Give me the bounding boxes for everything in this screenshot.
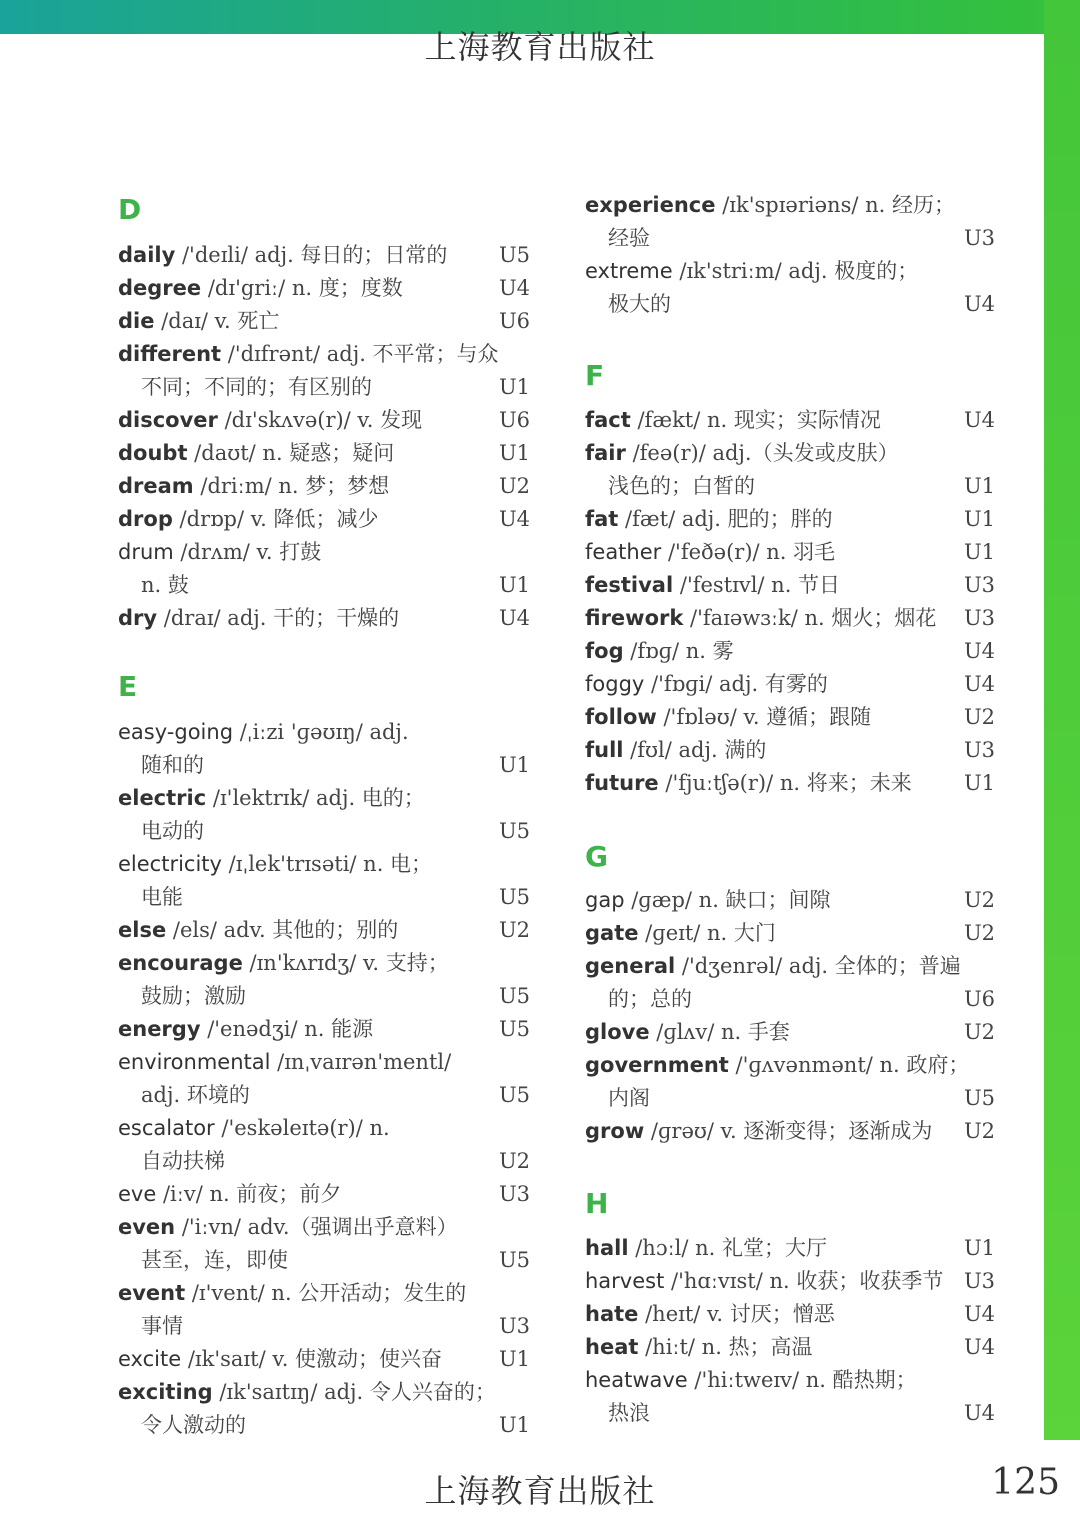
glossary-entry — [118, 339, 530, 369]
unit-reference: U4 — [963, 292, 995, 316]
glossary-entry — [118, 1344, 530, 1374]
headword: grow — [585, 1119, 645, 1143]
entry-definition: /els/ adv. 其他的；别的 — [172, 918, 399, 942]
entry-continuation — [118, 981, 530, 1011]
unit-reference: U2 — [498, 1149, 530, 1173]
headword: follow — [585, 705, 657, 729]
headword: gate — [585, 921, 639, 945]
entry-definition: /'iːvn/ adv.（强调出乎意料） — [181, 1215, 458, 1239]
entry-continuation — [118, 1146, 530, 1176]
headword: excite — [118, 1347, 182, 1371]
entry-definition: 事情 — [141, 1314, 183, 1338]
entry-definition: /ɪn'kʌrɪdʒ/ v. 支持； — [249, 951, 449, 975]
glossary-entry — [118, 273, 530, 303]
entry-definition: /'fjuːtʃə(r)/ n. 将来；未来 — [665, 771, 912, 795]
glossary-entry — [118, 783, 530, 813]
unit-reference: U2 — [963, 921, 995, 945]
entry-definition: 经验 — [608, 226, 650, 250]
unit-reference: U1 — [498, 573, 530, 597]
entry-continuation — [118, 570, 530, 600]
headword: harvest — [585, 1269, 665, 1293]
entry-continuation — [585, 984, 995, 1014]
unit-reference: U4 — [498, 507, 530, 531]
unit-reference: U5 — [498, 1083, 530, 1107]
unit-reference: U3 — [498, 1182, 530, 1206]
entry-definition: /ɪk'striːm/ adj. 极度的； — [679, 259, 919, 283]
entry-definition: /fækt/ n. 现实；实际情况 — [637, 408, 881, 432]
entry-definition: n. 鼓 — [141, 573, 189, 597]
glossary-entry — [118, 1212, 530, 1242]
entry-definition: /feə(r)/ adj.（头发或皮肤） — [632, 441, 899, 465]
headword: heatwave — [585, 1368, 688, 1392]
section-letter: H — [585, 1187, 609, 1220]
entry-definition: /ɡeɪt/ n. 大门 — [645, 921, 776, 945]
entry-definition: /dɪ'skʌvə(r)/ v. 发现 — [224, 408, 423, 432]
entry-continuation — [118, 1080, 530, 1110]
headword: electric — [118, 786, 207, 810]
entry-definition: 令人激动的 — [141, 1413, 246, 1437]
headword: foggy — [585, 672, 645, 696]
headword: extreme — [585, 259, 673, 283]
entry-definition: 鼓励；激励 — [141, 984, 246, 1008]
section-letter: D — [118, 193, 142, 226]
headword: encourage — [118, 951, 243, 975]
entry-definition: /daɪ/ v. 死亡 — [161, 309, 280, 333]
entry-definition: /'dʒenrəl/ adj. 全体的；普遍 — [681, 954, 961, 978]
glossary-entry — [585, 1116, 995, 1146]
entry-continuation — [585, 1083, 995, 1113]
headword: hall — [585, 1236, 629, 1260]
entry-definition: /ɪˌlek'trɪsəti/ n. 电； — [228, 852, 433, 876]
glossary-entry — [585, 636, 995, 666]
glossary-entry — [118, 504, 530, 534]
headword: dry — [118, 606, 158, 630]
unit-reference: U5 — [498, 1248, 530, 1272]
entry-definition: /hiːt/ n. 热；高温 — [645, 1335, 813, 1359]
headword: full — [585, 738, 624, 762]
unit-reference: U1 — [498, 753, 530, 777]
entry-definition: /ɪk'saɪtɪŋ/ adj. 令人兴奋的； — [219, 1380, 496, 1404]
glossary-entry — [585, 918, 995, 948]
glossary-entry — [585, 1365, 995, 1395]
unit-reference: U3 — [963, 738, 995, 762]
headword: gap — [585, 888, 625, 912]
entry-definition: /'dɪfrənt/ adj. 不平常；与众 — [227, 342, 499, 366]
entry-definition: /fʊl/ adj. 满的 — [630, 738, 767, 762]
headword: event — [118, 1281, 186, 1305]
headword: else — [118, 918, 167, 942]
unit-reference: U5 — [498, 243, 530, 267]
glossary-entry — [585, 951, 995, 981]
entry-definition: 甚至，连，即使 — [141, 1248, 288, 1272]
footer-publisher: 上海教育出版社 — [424, 1472, 656, 1510]
glossary-entry — [118, 471, 530, 501]
glossary-entry — [585, 256, 995, 286]
glossary-entry — [585, 669, 995, 699]
headword: fog — [585, 639, 624, 663]
entry-continuation — [118, 372, 530, 402]
glossary-entry — [118, 1014, 530, 1044]
headword: feather — [585, 540, 662, 564]
glossary-entry — [585, 603, 995, 633]
glossary-entry — [585, 885, 995, 915]
unit-reference: U5 — [498, 819, 530, 843]
unit-reference: U3 — [963, 1269, 995, 1293]
headword: firework — [585, 606, 684, 630]
entry-definition: /'feðə(r)/ n. 羽毛 — [667, 540, 836, 564]
headword: dream — [118, 474, 194, 498]
header-publisher: 上海教育出版社 — [424, 28, 656, 66]
unit-reference: U4 — [498, 276, 530, 300]
glossary-entry — [585, 438, 995, 468]
entry-definition: /'hiːtweɪv/ n. 酷热期； — [694, 1368, 917, 1392]
unit-reference: U2 — [963, 1119, 995, 1143]
entry-definition: /fæt/ adj. 肥的；胖的 — [625, 507, 833, 531]
glossary-entry — [118, 603, 530, 633]
unit-reference: U2 — [963, 705, 995, 729]
unit-reference: U2 — [498, 918, 530, 942]
glossary-entry — [118, 1113, 530, 1143]
entry-definition: /'deɪli/ adj. 每日的；日常的 — [181, 243, 448, 267]
headword: different — [118, 342, 222, 366]
glossary-entry — [118, 1377, 530, 1407]
glossary-entry — [118, 438, 530, 468]
glossary-entry — [585, 1332, 995, 1362]
unit-reference: U5 — [498, 885, 530, 909]
entry-definition: 浅色的；白皙的 — [608, 474, 755, 498]
headword: energy — [118, 1017, 201, 1041]
glossary-entry — [118, 1179, 530, 1209]
entry-definition: /ɪk'saɪt/ v. 使激动；使兴奋 — [187, 1347, 443, 1371]
entry-continuation — [118, 816, 530, 846]
headword: drop — [118, 507, 173, 531]
entry-definition: /drʌm/ v. 打鼓 — [180, 540, 322, 564]
unit-reference: U5 — [498, 1017, 530, 1041]
entry-definition: /ɪnˌvaɪrən'mentl/ — [277, 1050, 452, 1074]
entry-continuation — [585, 223, 995, 253]
glossary-entry — [585, 768, 995, 798]
entry-definition: 电能 — [141, 885, 183, 909]
unit-reference: U3 — [498, 1314, 530, 1338]
headword: experience — [585, 193, 716, 217]
entry-definition: 的；总的 — [608, 987, 692, 1011]
unit-reference: U1 — [963, 1236, 995, 1260]
entry-definition: /drɒp/ v. 降低；减少 — [179, 507, 379, 531]
unit-reference: U2 — [963, 888, 995, 912]
unit-reference: U4 — [498, 606, 530, 630]
entry-definition: /ɡlʌv/ n. 手套 — [656, 1020, 790, 1044]
entry-definition: /'fɒɡi/ adj. 有雾的 — [651, 672, 828, 696]
headword: hate — [585, 1302, 639, 1326]
entry-continuation — [118, 882, 530, 912]
entry-definition: 电动的 — [141, 819, 204, 843]
unit-reference: U2 — [963, 1020, 995, 1044]
headword: daily — [118, 243, 176, 267]
headword: even — [118, 1215, 176, 1239]
unit-reference: U1 — [498, 441, 530, 465]
unit-reference: U3 — [963, 573, 995, 597]
headword: discover — [118, 408, 218, 432]
entry-definition: /'eskəleɪtə(r)/ n. — [221, 1116, 390, 1140]
entry-definition: 热浪 — [608, 1401, 650, 1425]
unit-reference: U4 — [963, 408, 995, 432]
glossary-entry — [585, 1266, 995, 1296]
unit-reference: U5 — [963, 1086, 995, 1110]
entry-definition: 极大的 — [608, 292, 671, 316]
glossary-entry — [118, 537, 530, 567]
section-letter: F — [585, 359, 605, 392]
glossary-entry — [118, 948, 530, 978]
entry-definition: 自动扶梯 — [141, 1149, 225, 1173]
unit-reference: U5 — [498, 984, 530, 1008]
headword: fact — [585, 408, 631, 432]
glossary-entry — [585, 1017, 995, 1047]
entry-definition: 随和的 — [141, 753, 204, 777]
entry-definition: /ˌiːzi 'ɡəʊɪŋ/ adj. — [239, 720, 409, 744]
entry-definition: 不同；不同的；有区别的 — [141, 375, 372, 399]
headword: future — [585, 771, 659, 795]
entry-continuation — [118, 1245, 530, 1275]
page-number: 125 — [991, 1462, 1060, 1503]
unit-reference: U6 — [498, 408, 530, 432]
entry-definition: /driːm/ n. 梦；梦想 — [200, 474, 390, 498]
entry-definition: /ɡæp/ n. 缺口；间隙 — [631, 888, 831, 912]
headword: exciting — [118, 1380, 213, 1404]
entry-definition: /'fɒləʊ/ v. 遵循；跟随 — [663, 705, 872, 729]
headword: general — [585, 954, 676, 978]
entry-definition: /ɪ'lektrɪk/ adj. 电的； — [212, 786, 425, 810]
headword: die — [118, 309, 155, 333]
glossary-entry — [585, 1299, 995, 1329]
headword: escalator — [118, 1116, 215, 1140]
glossary-entry — [585, 405, 995, 435]
entry-continuation — [118, 750, 530, 780]
headword: easy-going — [118, 720, 234, 744]
entry-definition: /dɪ'griː/ n. 度；度数 — [207, 276, 403, 300]
unit-reference: U4 — [963, 1302, 995, 1326]
unit-reference: U1 — [963, 507, 995, 531]
unit-reference: U1 — [498, 1347, 530, 1371]
headword: electricity — [118, 852, 222, 876]
glossary-entry — [118, 915, 530, 945]
unit-reference: U1 — [963, 474, 995, 498]
section-letter: E — [118, 670, 138, 703]
headword: government — [585, 1053, 729, 1077]
glossary-entry — [585, 537, 995, 567]
headword: environmental — [118, 1050, 271, 1074]
headword: festival — [585, 573, 674, 597]
entry-definition: adj. 环境的 — [141, 1083, 250, 1107]
entry-definition: /'enədʒi/ n. 能源 — [207, 1017, 374, 1041]
entry-definition: /hɔːl/ n. 礼堂；大厅 — [635, 1236, 827, 1260]
unit-reference: U1 — [498, 1413, 530, 1437]
glossary-entry — [585, 702, 995, 732]
glossary-entry — [118, 1278, 530, 1308]
glossary-entry — [118, 306, 530, 336]
entry-definition: /'hɑːvɪst/ n. 收获；收获季节 — [671, 1269, 944, 1293]
headword: doubt — [118, 441, 188, 465]
entry-continuation — [118, 1311, 530, 1341]
unit-reference: U2 — [498, 474, 530, 498]
glossary-entry — [585, 190, 995, 220]
headword: glove — [585, 1020, 650, 1044]
glossary-entry — [585, 570, 995, 600]
unit-reference: U4 — [963, 672, 995, 696]
headword: eve — [118, 1182, 157, 1206]
entry-definition: /'ɡʌvənmənt/ n. 政府； — [735, 1053, 970, 1077]
entry-definition: 内阁 — [608, 1086, 650, 1110]
entry-continuation — [118, 1410, 530, 1440]
entry-definition: /daʊt/ n. 疑惑；疑问 — [194, 441, 395, 465]
entry-definition: /iːv/ n. 前夜；前夕 — [162, 1182, 342, 1206]
glossary-entry — [118, 717, 530, 747]
glossary-entry — [118, 405, 530, 435]
unit-reference: U6 — [963, 987, 995, 1011]
headword: fair — [585, 441, 626, 465]
glossary-entry — [585, 504, 995, 534]
unit-reference: U4 — [963, 1335, 995, 1359]
entry-definition: /fɒɡ/ n. 雾 — [630, 639, 734, 663]
unit-reference: U3 — [963, 606, 995, 630]
glossary-entry — [585, 1233, 995, 1263]
unit-reference: U6 — [498, 309, 530, 333]
unit-reference: U3 — [963, 226, 995, 250]
unit-reference: U1 — [963, 771, 995, 795]
entry-definition: /ɪk'spɪəriəns/ n. 经历； — [722, 193, 955, 217]
unit-reference: U1 — [498, 375, 530, 399]
glossary-entry — [118, 849, 530, 879]
headword: heat — [585, 1335, 639, 1359]
unit-reference: U4 — [963, 639, 995, 663]
entry-definition: /ɪ'vent/ n. 公开活动；发生的 — [191, 1281, 467, 1305]
headword: fat — [585, 507, 619, 531]
glossary-entry — [585, 1050, 995, 1080]
side-color-bar — [1044, 0, 1080, 1440]
entry-definition: /heɪt/ v. 讨厌；憎恶 — [645, 1302, 835, 1326]
headword: drum — [118, 540, 174, 564]
headword: degree — [118, 276, 202, 300]
entry-continuation — [585, 1398, 995, 1428]
entry-continuation — [585, 471, 995, 501]
section-letter: G — [585, 840, 608, 873]
entry-definition: /'festɪvl/ n. 节日 — [679, 573, 841, 597]
glossary-entry — [118, 1047, 530, 1077]
glossary-entry — [118, 240, 530, 270]
entry-definition: /'faɪəwɜːk/ n. 烟火；烟花 — [690, 606, 937, 630]
unit-reference: U4 — [963, 1401, 995, 1425]
entry-definition: /ɡrəʊ/ v. 逐渐变得；逐渐成为 — [650, 1119, 933, 1143]
glossary-entry — [585, 735, 995, 765]
unit-reference: U1 — [963, 540, 995, 564]
entry-definition: /draɪ/ adj. 干的；干燥的 — [163, 606, 400, 630]
entry-continuation — [585, 289, 995, 319]
